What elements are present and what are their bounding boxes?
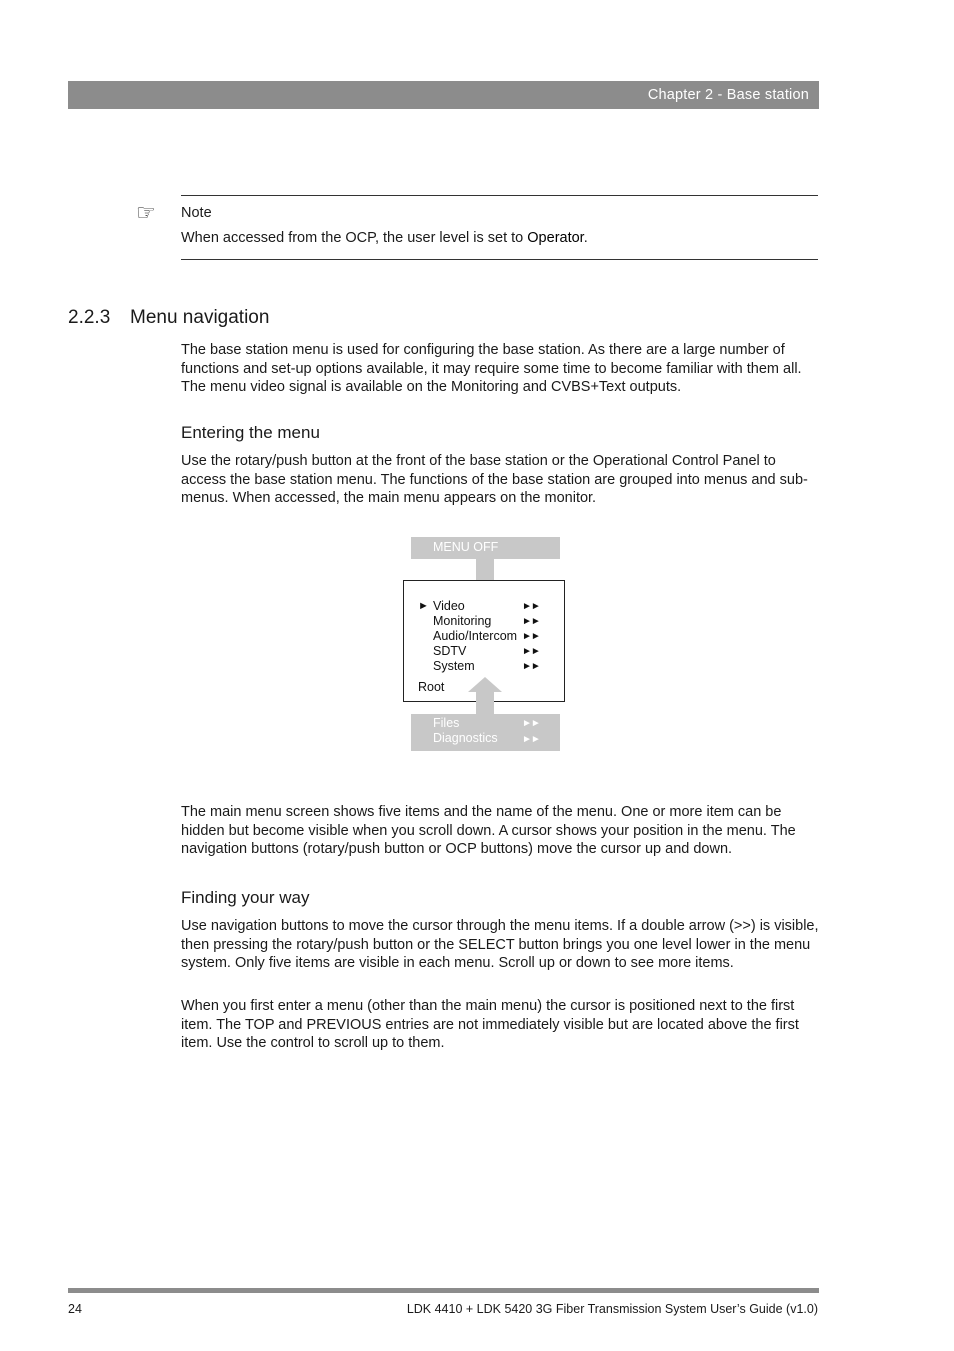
entering-heading: Entering the menu xyxy=(181,423,320,442)
menu-item-monitoring: Monitoring xyxy=(433,614,492,628)
section-title: Menu navigation xyxy=(130,307,270,328)
double-arrow-icon: ►► xyxy=(522,601,540,612)
pointing-hand-icon: ☞ xyxy=(136,200,156,225)
double-arrow-icon: ►► xyxy=(522,718,540,729)
up-arrow-icon xyxy=(468,677,502,715)
note-text-after: . xyxy=(583,230,588,246)
double-arrow-icon: ►► xyxy=(522,646,540,657)
note-text-emphasis: Operator xyxy=(527,230,584,246)
menu-item-sdtv: SDTV xyxy=(433,644,467,658)
menu-off-label: MENU OFF xyxy=(433,540,499,554)
finding-heading: Finding your way xyxy=(181,888,310,907)
menu-name-root: Root xyxy=(418,680,445,694)
menu-off-box xyxy=(411,537,560,559)
menu-screen-description: The main menu screen shows five items and the name of the menu. One or more item can be hidden but become visible when you scroll down. A cursor shows your position in the menu. The navigation buttons (rotary/push button or OCP buttons) move the cursor up and down. xyxy=(181,804,796,857)
hidden-item-diagnostics: Diagnostics xyxy=(433,731,498,745)
section-heading xyxy=(68,307,269,329)
cursor-icon: ► xyxy=(418,600,429,612)
double-arrow-icon: ►► xyxy=(522,661,540,672)
double-arrow-icon: ►► xyxy=(522,734,540,745)
note-text xyxy=(181,230,588,246)
double-arrow-icon: ►► xyxy=(522,631,540,642)
down-arrow-icon xyxy=(468,559,502,596)
chapter-title: Chapter 2 - Base station xyxy=(647,87,809,103)
chapter-header-bar xyxy=(68,81,819,109)
note-top-rule xyxy=(181,195,818,196)
main-menu-screen xyxy=(403,580,565,702)
hidden-items-box xyxy=(411,714,560,751)
document-title: LDK 4410 + LDK 5420 3G Fiber Transmission System User’s Guide (v1.0) xyxy=(406,1302,818,1316)
section-number: 2.2.3 xyxy=(68,307,111,328)
double-arrow-icon: ►► xyxy=(522,616,540,627)
finding-paragraph-2: When you first enter a menu (other than the main menu) the cursor is positioned next to the first item. The TOP and PREVIOUS entries are not immediately visible but are located above the first item. Use the control to scroll up to them. xyxy=(181,998,799,1051)
page-number: 24 xyxy=(68,1302,82,1316)
hidden-item-files: Files xyxy=(433,716,460,730)
entering-text: Use the rotary/push button at the front of the base station or the Operational Control Panel to access the base station menu. The functions of the base station are grouped into menus and sub-menus. When accessed, the main menu appears on the monitor. xyxy=(181,453,808,506)
note-bottom-rule xyxy=(181,259,818,260)
finding-paragraph-1: Use navigation buttons to move the cursor through the menu items. If a double arrow (>>) is visible, then pressing the rotary/push button or the SELECT button brings you one level lower in the menu system. Only five items are visible in each menu. Scroll up or down to see more items. xyxy=(181,918,819,971)
footer-bar xyxy=(68,1288,819,1293)
note-text-before: When accessed from the OCP, the user level is set to xyxy=(181,230,528,246)
menu-item-audio-intercom: Audio/Intercom xyxy=(433,629,518,643)
menu-item-system: System xyxy=(433,659,475,673)
section-intro: The base station menu is used for configuring the base station. As there are a large number of functions and set-up options available, it may require some time to become familiar with them all. The menu video signal is available on the Monitoring and CVBS+Text outputs. xyxy=(181,342,802,395)
note-label: Note xyxy=(181,205,212,221)
menu-item-video: Video xyxy=(433,599,465,613)
